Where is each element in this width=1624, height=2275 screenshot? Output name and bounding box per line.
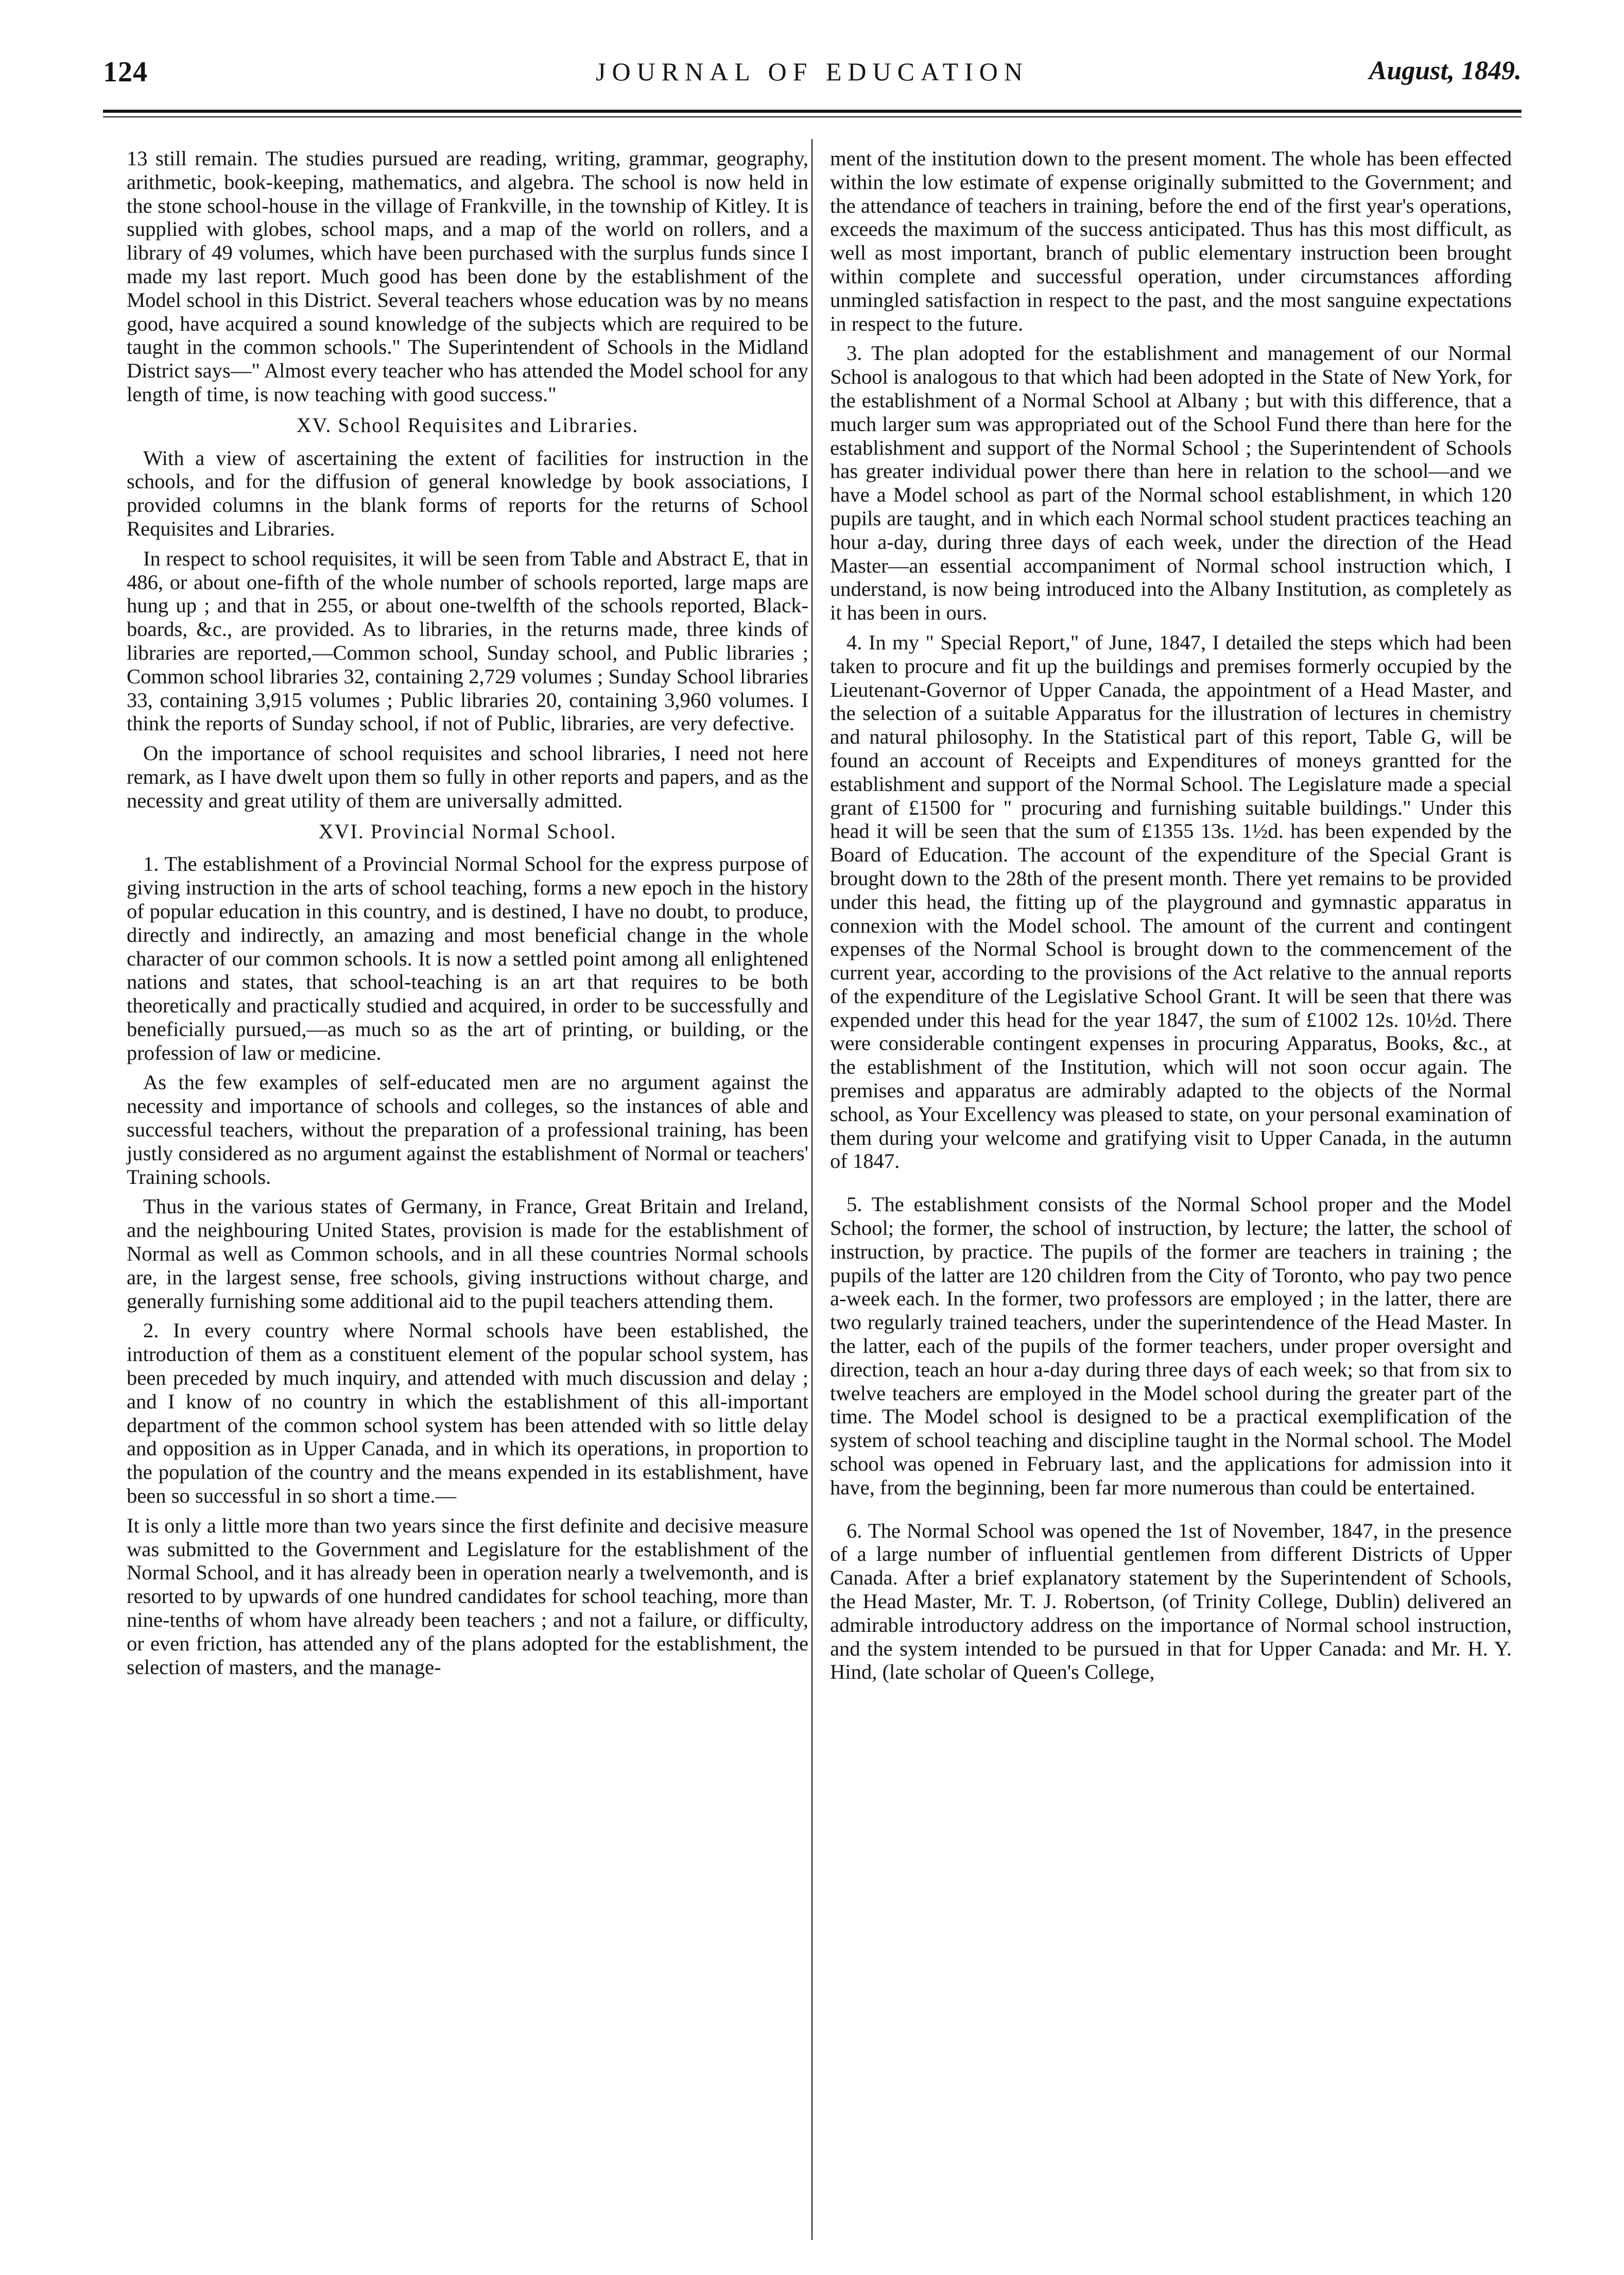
page-number: 124 [103, 56, 148, 88]
page-header [103, 56, 1522, 97]
paragraph: 3. The plan adopted for the establishment and management of our Normal School is analogous to that which had been adopted in the State of New York, for the establishment of a Normal School at Albany ; but with this difference, that a much larger sum was appropriated out of the School Fund there than here for the establishment and support of the Normal School ; the Superintendent of Schools has greater individual power there than here in relation to the school—and we have a Model school as part of the Normal school establishment, in which 120 pupils are taught, and in which each Normal school student practices teaching an hour a-day, during three days of each week, under the direction of the Head Master—an essential accompaniment of Normal school instruction which, I understand, is now being introduced into the Albany Institution, as completely as it has been in ours. [830, 341, 1512, 625]
header-rule-thin [103, 116, 1522, 117]
paragraph: 1. The establishment of a Provincial Normal School for the express purpose of giving instruction in the arts of school teaching, forms a new epoch in the history of popular education in this country, and is destined, I have no doubt, to produce, directly and indirectly, an amazing and most beneficial change in the whole character of our common schools. It is now a settled point among all enlightened nations and states, that school-teaching is an art that requires to be both theoretically and practically studied and acquired, in order to be successfully and beneficially pursued,—as much so as the art of printing, or building, or the profession of law or medicine. [127, 852, 808, 1064]
paragraph-gap [830, 1179, 1512, 1193]
paragraph: 6. The Normal School was opened the 1st of November, 1847, in the presence of a large number of influential gentlemen from different Districts of Upper Canada. After a brief explanatory statement by the Superintendent of Schools, the Head Master, Mr. T. J. Robertson, (of Trinity College, Dublin) delivered an admirable introductory address on the importance of Normal school instruction, and the system intended to be pursued in that for Upper Canada: and Mr. H. Y. Hind, (late scholar of Queen's College, [830, 1519, 1512, 1684]
paragraph: ment of the institution down to the present moment. The whole has been effected within the low estimate of expense originally submitted to the Government; and the attendance of teachers in training, before the end of the first year's operations, exceeds the maximum of the success anticipated. Thus has this most difficult, as well as most important, branch of public elementary instruction been brought within complete and successful operation, under circumstances affording unmingled satisfaction in respect to the past, and the most sanguine expectations in respect to the future. [830, 147, 1512, 335]
paragraph: 13 still remain. The studies pursued are reading, writing, grammar, geography, arithmetic, book-keeping, mathematics, and algebra. The school is now held in the stone school-house in the village of Frankville, in the township of Kitley. It is supplied with globes, school maps, and a map of the world on rollers, and a library of 49 volumes, which have been purchased with the surplus funds since I made my last report. Much good has been done by the establishment of the Model school in this District. Several teachers whose education was by no means good, have acquired a sound knowledge of the subjects which are required to be taught in the common schools." The Superintendent of Schools in the Midland District says—" Almost every teacher who has attended the Model school for any length of time, is now teaching with good success." [127, 147, 808, 406]
paragraph: 2. In every country where Normal schools have been established, the introduction of them as a constituent element of the popular school system, has been preceded by much inquiry, and attended with much discussion and delay ; and I know of no country in which the establishment of this all-important department of the common school system has been attended with so little delay and opposition as in Upper Canada, and in which its operations, in proportion to the population of the country and the means expended in its establishment, have been so successful in so short a time.— [127, 1319, 808, 1508]
paragraph: With a view of ascertaining the extent of facilities for instruction in the schools, and for the diffusion of general knowledge by book associations, I provided columns in the blank forms of reports for the returns of School Requisites and Libraries. [127, 446, 808, 540]
paragraph-gap [830, 1506, 1512, 1519]
paragraph: 5. The establishment consists of the Normal School proper and the Model School; the former, the school of instruction, by lecture; the latter, the school of instruction, by practice. The pupils of the former are teachers in training ; the pupils of the latter are 120 children from the City of Toronto, who pay two pence a-week each. In the former, two professors are employed ; in the latter, there are two regularly trained teachers, under the superintendence of the Head Master. In the latter, each of the pupils of the former teachers, under proper oversight and direction, teach an hour a-day during three days of each week; so that from six to twelve teachers are employed in the Model school during the greater part of the time. The Model school is designed to be a practical exemplification of the system of school teaching and discipline taught in the Normal school. The Model school was opened in February last, and the applications for admission into it have, from the beginning, been far more numerous than could be entertained. [830, 1193, 1512, 1499]
section-heading-xvi: XVI. Provincial Normal School. [318, 819, 617, 843]
right-column [830, 147, 1512, 1690]
section-heading-xv: XV. School Requisites and Libraries. [296, 413, 639, 437]
paragraph: It is only a little more than two years since the first definite and decisive measure was submitted to the Government and Legislature for the establishment of the Normal School, and it has already been in operation nearly a twelvemonth, and is resorted to by upwards of one hundred candidates for school teaching, more than nine-tenths of whom have already been teachers ; and not a failure, or difficulty, or even friction, has attended any of the plans adopted for the establishment, the selection of masters, and the manage- [127, 1513, 808, 1679]
paragraph: As the few examples of self-educated men are no argument against the necessity and importance of schools and colleges, so the instances of able and successful teachers, without the preparation of a professional training, has been justly considered as no argument against the establishment of Normal or teachers' Training schools. [127, 1071, 808, 1188]
header-rule-thick [103, 110, 1522, 113]
paragraph: 4. In my " Special Report," of June, 1847, I detailed the steps which had been taken to procure and fit up the buildings and premises formerly occupied by the Lieutenant-Governor of Upper Canada, the appointment of a Head Master, and the selection of a suitable Apparatus for the illustration of lectures in chemistry and natural philosophy. In the Statistical part of this report, Table G, will be found an account of Receipts and Expenditures of moneys grantted for the establishment and support of the Normal School. The Legislature made a special grant of £1500 for " procuring and furnishing suitable buildings." Under this head it will be seen that the sum of £1355 13s. 1½d. has been expended by the Board of Education. The account of the expenditure of the Special Grant is brought down to the 28th of the present month. There yet remains to be provided under this head, the fitting up of the playground and gymnastic apparatus in connexion with the Model school. The amount of the current and contingent expenses of the Normal School is brought down to the commencement of the current year, according to the provisions of the Act relative to the annual reports of the expenditure of the Legislative School Grant. It will be seen that there was expended under this head for the year 1847, the sum of £1002 12s. 10½d. There were considerable contingent expenses in procuring Apparatus, Books, &c., at the establishment of the Institution, which will not soon occur again. The premises and apparatus are admirably adapted to the objects of the Normal school, as Your Excellency was pleased to state, on your personal examination of them during your welcome and gratifying visit to Upper Canada, in the autumn of 1847. [830, 630, 1512, 1173]
journal-title: JOURNAL OF EDUCATION [596, 57, 1029, 86]
left-column [127, 147, 808, 1685]
paragraph: Thus in the various states of Germany, in France, Great Britain and Ireland, and the neighbouring United States, provision is made for the establishment of Normal as well as Common schools, and in all these countries Normal schools are, in the largest sense, free schools, giving instructions without charge, and generally furnishing some additional aid to the pupil teachers attending them. [127, 1195, 808, 1313]
paragraph: On the importance of school requisites and school libraries, I need not here remark, as I have dwelt upon them so fully in other reports and papers, and as the necessity and great utility of them are universally admitted. [127, 742, 808, 812]
column-divider [811, 139, 813, 2240]
paragraph: In respect to school requisites, it will be seen from Table and Abstract E, that in 486, or about one-fifth of the whole number of schools reported, large maps are hung up ; and that in 255, or about one-twelfth of the schools reported, Black-boards, &c., are provided. As to libraries, in the returns made, three kinds of libraries are reported,—Common school, Sunday school, and Public libraries ; Common school libraries 32, containing 2,729 volumes ; Sunday School libraries 33, containing 3,915 volumes ; Public libraries 20, containing 3,960 volumes. I think the reports of Sunday school, if not of Public, libraries, are very defective. [127, 546, 808, 735]
issue-date: August, 1849. [1369, 56, 1522, 85]
